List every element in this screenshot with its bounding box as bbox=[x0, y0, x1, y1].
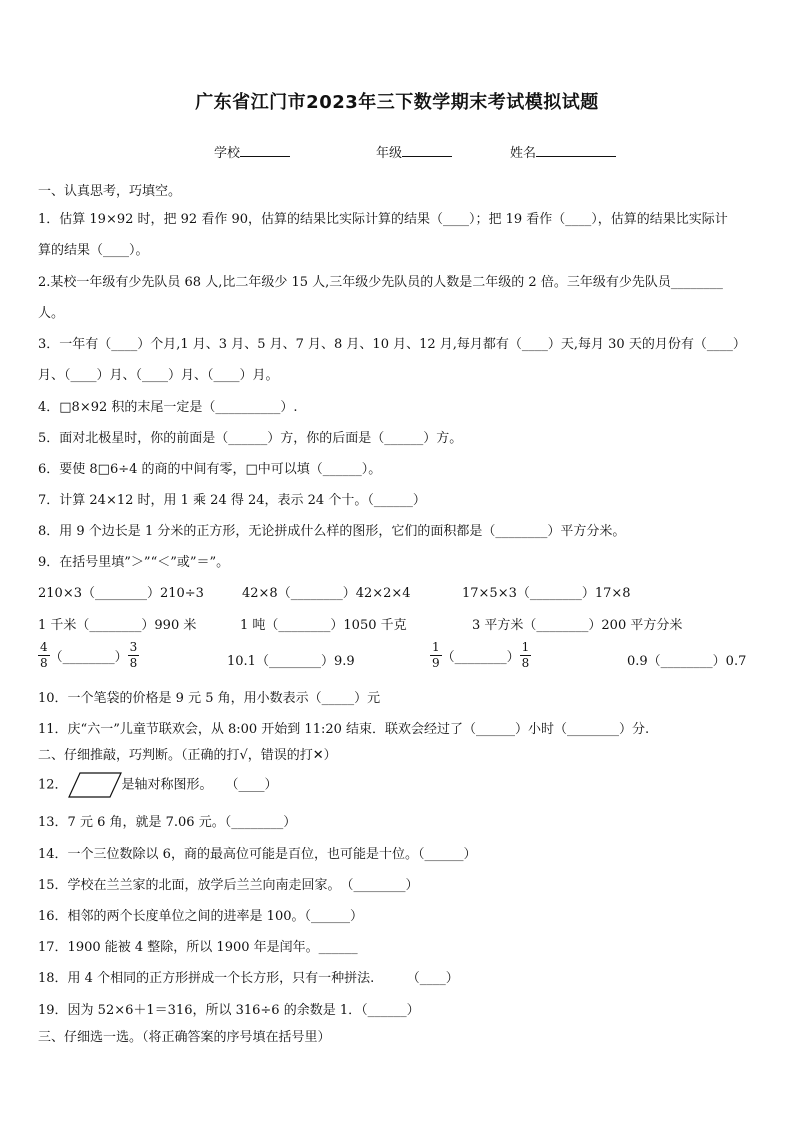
question-2-cont: 人。 bbox=[38, 306, 65, 321]
question-10: 10．一个笔袋的价格是 9 元 5 角，用小数表示（_____）元 bbox=[38, 691, 381, 706]
name-blank[interactable] bbox=[536, 156, 616, 157]
school-field: 学校 bbox=[214, 142, 290, 161]
compare-r3-c3: $\frac{1}{9}$ （________） $\frac{1}{8}$ bbox=[432, 640, 530, 670]
fraction-3-8: $\frac{3}{8}$ bbox=[129, 640, 138, 670]
page-title: 广东省江门市2023年三下数学期末考试模拟试题 bbox=[195, 92, 599, 113]
question-19: 19．因为 52×6＋1＝316，所以 316÷6 的余数是 1．（______） bbox=[38, 1003, 420, 1018]
compare-r2-c3: 3 平方米（________）200 平方分米 bbox=[472, 618, 683, 633]
fraction-1-9: $\frac{1}{9}$ bbox=[432, 640, 440, 670]
section-2-heading: 二、仔细推敲，巧判断。（正确的打√，错误的打✕） bbox=[38, 748, 337, 763]
question-16: 16．相邻的两个长度单位之间的进率是 100。（______） bbox=[38, 909, 363, 924]
compare-r1-c3: 17×5×3（________）17×8 bbox=[462, 586, 631, 601]
compare-r3-c1: $\frac{4}{8}$ （________） $\frac{3}{8}$ bbox=[40, 640, 138, 670]
question-13: 13．7 元 6 角，就是 7.06 元。（________） bbox=[38, 815, 297, 830]
question-15: 15．学校在兰兰家的北面，放学后兰兰向南走回家。 （________） bbox=[38, 878, 419, 893]
compare-r2-c1: 1 千米（________）990 米 bbox=[38, 618, 197, 633]
compare-r3-c4: 0.9（________）0.7 bbox=[627, 654, 747, 669]
grade-field: 年级 bbox=[376, 142, 452, 161]
question-9: 9．在括号里填”＞”“＜”或”＝”。 bbox=[38, 555, 230, 570]
question-17: 17．1900 能被 4 整除，所以 1900 年是闰年。______ bbox=[38, 940, 358, 955]
fraction-1-8: $\frac{1}{8}$ bbox=[521, 640, 530, 670]
question-11: 11．庆“六一”儿童节联欢会，从 8:00 开始到 11:20 结束．联欢会经过了（______）小时（________）分. bbox=[38, 722, 650, 737]
compare-r1-c1: 210×3（________）210÷3 bbox=[38, 586, 204, 601]
question-1-cont: 算的结果（____）。 bbox=[38, 243, 149, 258]
parallelogram-icon bbox=[68, 772, 122, 798]
section-3-heading: 三、仔细选一选。（将正确答案的序号填在括号里） bbox=[38, 1030, 331, 1045]
compare-r1-c2: 42×8（________）42×2×4 bbox=[242, 586, 411, 601]
question-2: 2.某校一年级有少先队员 68 人,比二年级少 15 人,三年级少先队员的人数是二年级的 2 倍。三年级有少先队员________ bbox=[38, 275, 723, 290]
grade-blank[interactable] bbox=[402, 156, 452, 157]
question-7: 7．计算 24×12 时，用 1 乘 24 得 24，表示 24 个十。（______） bbox=[38, 493, 426, 508]
compare-r2-c2: 1 吨（________）1050 千克 bbox=[240, 618, 407, 633]
question-8: 8．用 9 个边长是 1 分米的正方形，无论拼成什么样的图形，它们的面积都是（________）平方分米。 bbox=[38, 524, 626, 539]
question-18: 18．用 4 个相同的正方形拼成一个长方形，只有一种拼法. （____） bbox=[38, 971, 459, 986]
compare-r3-c2: 10.1（________）9.9 bbox=[227, 654, 355, 669]
name-field: 姓名 bbox=[510, 142, 616, 161]
question-3: 3．一年有（____）个月,1 月、3 月、5 月、7 月、8 月、10 月、12 月,每月都有（____）天,每月 30 天的月份有（____） bbox=[38, 337, 746, 352]
school-blank[interactable] bbox=[240, 156, 290, 157]
question-12: 12． 是轴对称图形。 （____） bbox=[38, 772, 278, 798]
fraction-4-8: $\frac{4}{8}$ bbox=[40, 640, 48, 670]
question-1: 1．估算 19×92 时，把 92 看作 90，估算的结果比实际计算的结果（____）；把 19 看作（____），估算的结果比实际计 bbox=[38, 212, 728, 227]
question-3-cont: 月、（____）月、（____）月、（____）月。 bbox=[38, 368, 279, 383]
section-1-heading: 一、认真思考，巧填空。 bbox=[38, 184, 182, 199]
question-6: 6．要使 8□6÷4 的商的中间有零，□中可以填（______）。 bbox=[38, 462, 382, 477]
question-4: 4．□8×92 积的末尾一定是（__________）. bbox=[38, 400, 298, 415]
question-14: 14．一个三位数除以 6，商的最高位可能是百位，也可能是十位。（______） bbox=[38, 847, 477, 862]
question-5: 5．面对北极星时，你的前面是（______）方，你的后面是（______）方。 bbox=[38, 431, 463, 446]
